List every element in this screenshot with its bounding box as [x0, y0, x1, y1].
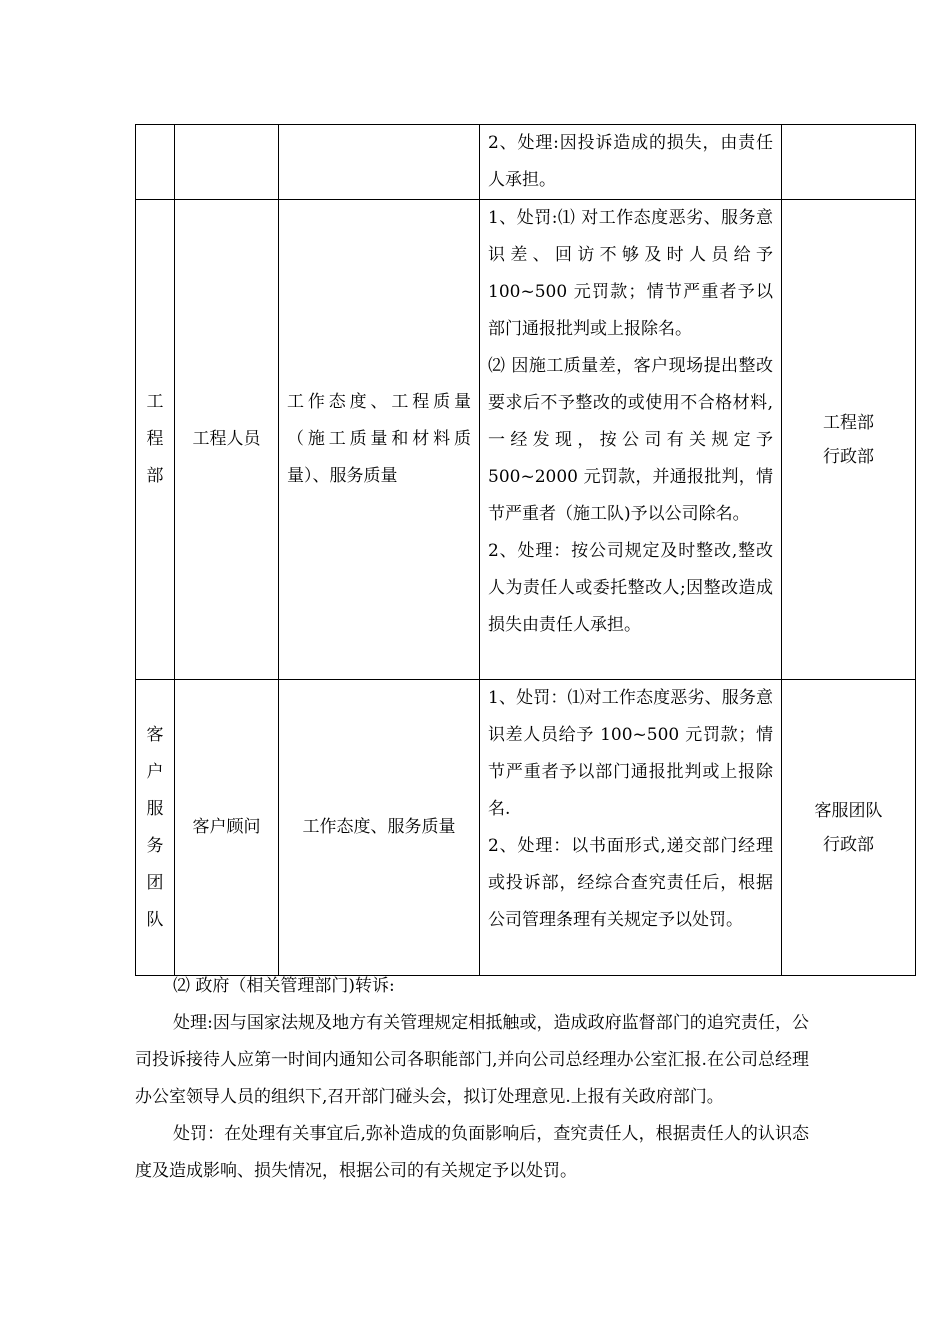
penalty-table — [135, 124, 916, 976]
role-cell: 客户顾问 — [175, 680, 279, 976]
penalty-paragraph: 处罚：在处理有关事宜后,弥补造成的负面影响后，查究责任人，根据责任人的认识态度及造成影响、损失情况，根据公司的有关规定予以处罚。 — [135, 1124, 809, 1181]
resp-dept: 工程部 — [823, 412, 874, 433]
resp-cell — [782, 680, 916, 976]
section-heading: ⑵ 政府（相关管理部门)转诉: — [173, 976, 395, 996]
scope-cell — [279, 125, 480, 200]
dept-cell: 客户服务团队 — [136, 680, 175, 976]
resp-cell — [782, 125, 916, 200]
scope-cell: 工作态度、服务质量 — [279, 680, 480, 976]
rule-text: 1、处罚：⑴对工作态度恶劣、服务意识差人员给予 100~500 元罚款；情节严重者予以部门通报批判或上报除名. — [488, 688, 773, 819]
table-row — [136, 125, 916, 200]
resp-dept: 行政部 — [823, 446, 874, 467]
resp-dept: 行政部 — [823, 834, 874, 855]
rule-cell — [480, 200, 782, 680]
dept-cell: 工程部 — [136, 200, 175, 680]
rule-text: 2、处理：按公司规定及时整改,整改人为责任人或委托整改人;因整改造成损失由责任人承担。 — [488, 541, 773, 635]
resp-dept: 客服团队 — [814, 800, 883, 821]
role-cell: 工程人员 — [175, 200, 279, 680]
table-row — [136, 680, 916, 976]
resp-cell — [782, 200, 916, 680]
rule-text: 1、处罚:⑴ 对工作态度恶劣、服务意识差、回访不够及时人员给予 100~500 元罚款；情节严重者予以部门通报批判或上报除名。 — [488, 208, 773, 339]
handling-paragraph: 处理:因与国家法规及地方有关管理规定相抵触或，造成政府监督部门的追究责任，公司投诉接待人应第一时间内通知公司各职能部门,并向公司总经理办公室汇报.在公司总经理办公室领导人员的组织下,召开部门碰头会，拟订处理意见.上报有关政府部门。 — [135, 1013, 809, 1107]
rule-text: 2、处理:因投诉造成的损失，由责任人承担。 — [488, 133, 773, 190]
body-section — [135, 968, 809, 1190]
scope-cell: 工作态度、工程质量（施工质量和材料质量）、服务质量 — [279, 200, 480, 680]
role-cell — [175, 125, 279, 200]
rule-cell — [480, 680, 782, 976]
table-row — [136, 200, 916, 680]
dept-cell — [136, 125, 175, 200]
rule-cell — [480, 125, 782, 200]
rule-text: ⑵ 因施工质量差，客户现场提出整改要求后不予整改的或使用不合格材料,一经发现，按公司有关规定予 500~2000 元罚款，并通报批判，情节严重者（施工队)予以公司除名。 — [488, 356, 773, 524]
rule-text: 2、处理：以书面形式,递交部门经理或投诉部，经综合查究责任后，根据公司管理条理有关规定予以处罚。 — [488, 836, 773, 930]
